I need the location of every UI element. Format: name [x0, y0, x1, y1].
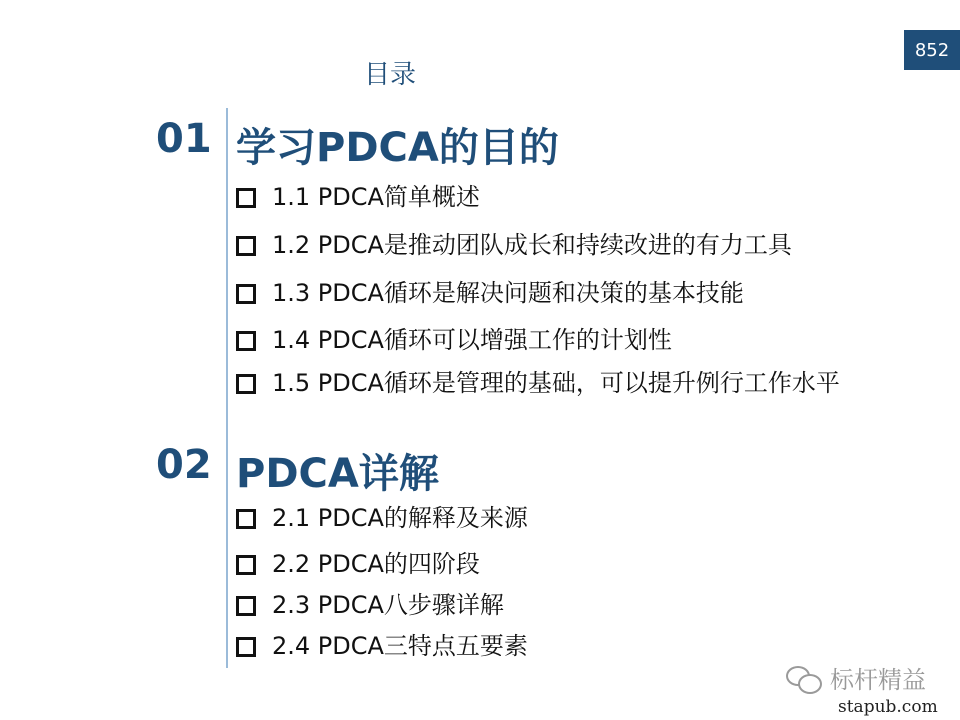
- page-number-badge: 852: [904, 30, 960, 70]
- toc-item-label: 1.3 PDCA循环是解决问题和决策的基本技能: [272, 279, 744, 307]
- section-number-02: 02: [156, 442, 212, 488]
- toc-item[interactable]: [236, 503, 896, 533]
- checkbox-bullet-icon: [236, 637, 256, 657]
- checkbox-bullet-icon: [236, 374, 256, 394]
- site-watermark: stapub.com: [838, 697, 938, 717]
- toc-item[interactable]: [236, 590, 896, 620]
- toc-item-label: 2.2 PDCA的四阶段: [272, 550, 480, 578]
- watermark-text: 标杆精益: [830, 666, 926, 694]
- toc-heading: 目录: [364, 60, 417, 90]
- toc-item-label: 2.1 PDCA的解释及来源: [272, 504, 528, 532]
- watermark: [786, 660, 926, 695]
- toc-item-label: 1.1 PDCA简单概述: [272, 183, 480, 211]
- checkbox-bullet-icon: [236, 284, 256, 304]
- section-number-01: 01: [156, 116, 212, 162]
- wechat-icon: [786, 664, 822, 692]
- toc-item-label: 1.5 PDCA循环是管理的基础，可以提升例行工作水平: [272, 369, 840, 397]
- toc-item[interactable]: [236, 278, 896, 308]
- toc-item[interactable]: [236, 631, 896, 661]
- section-title-02: PDCA详解: [236, 451, 439, 497]
- toc-item[interactable]: [236, 368, 876, 398]
- toc-item[interactable]: [236, 230, 896, 260]
- vertical-divider: [226, 108, 228, 668]
- checkbox-bullet-icon: [236, 596, 256, 616]
- toc-item[interactable]: [236, 182, 896, 212]
- toc-item-label: 2.4 PDCA三特点五要素: [272, 632, 528, 660]
- section-title-01: 学习PDCA的目的: [236, 125, 559, 171]
- toc-item-label: 2.3 PDCA八步骤详解: [272, 591, 504, 619]
- checkbox-bullet-icon: [236, 188, 256, 208]
- checkbox-bullet-icon: [236, 509, 256, 529]
- checkbox-bullet-icon: [236, 331, 256, 351]
- toc-item-label: 1.2 PDCA是推动团队成长和持续改进的有力工具: [272, 231, 792, 259]
- checkbox-bullet-icon: [236, 236, 256, 256]
- toc-item[interactable]: [236, 325, 896, 355]
- checkbox-bullet-icon: [236, 555, 256, 575]
- toc-item[interactable]: [236, 549, 896, 579]
- toc-item-label: 1.4 PDCA循环可以增强工作的计划性: [272, 326, 672, 354]
